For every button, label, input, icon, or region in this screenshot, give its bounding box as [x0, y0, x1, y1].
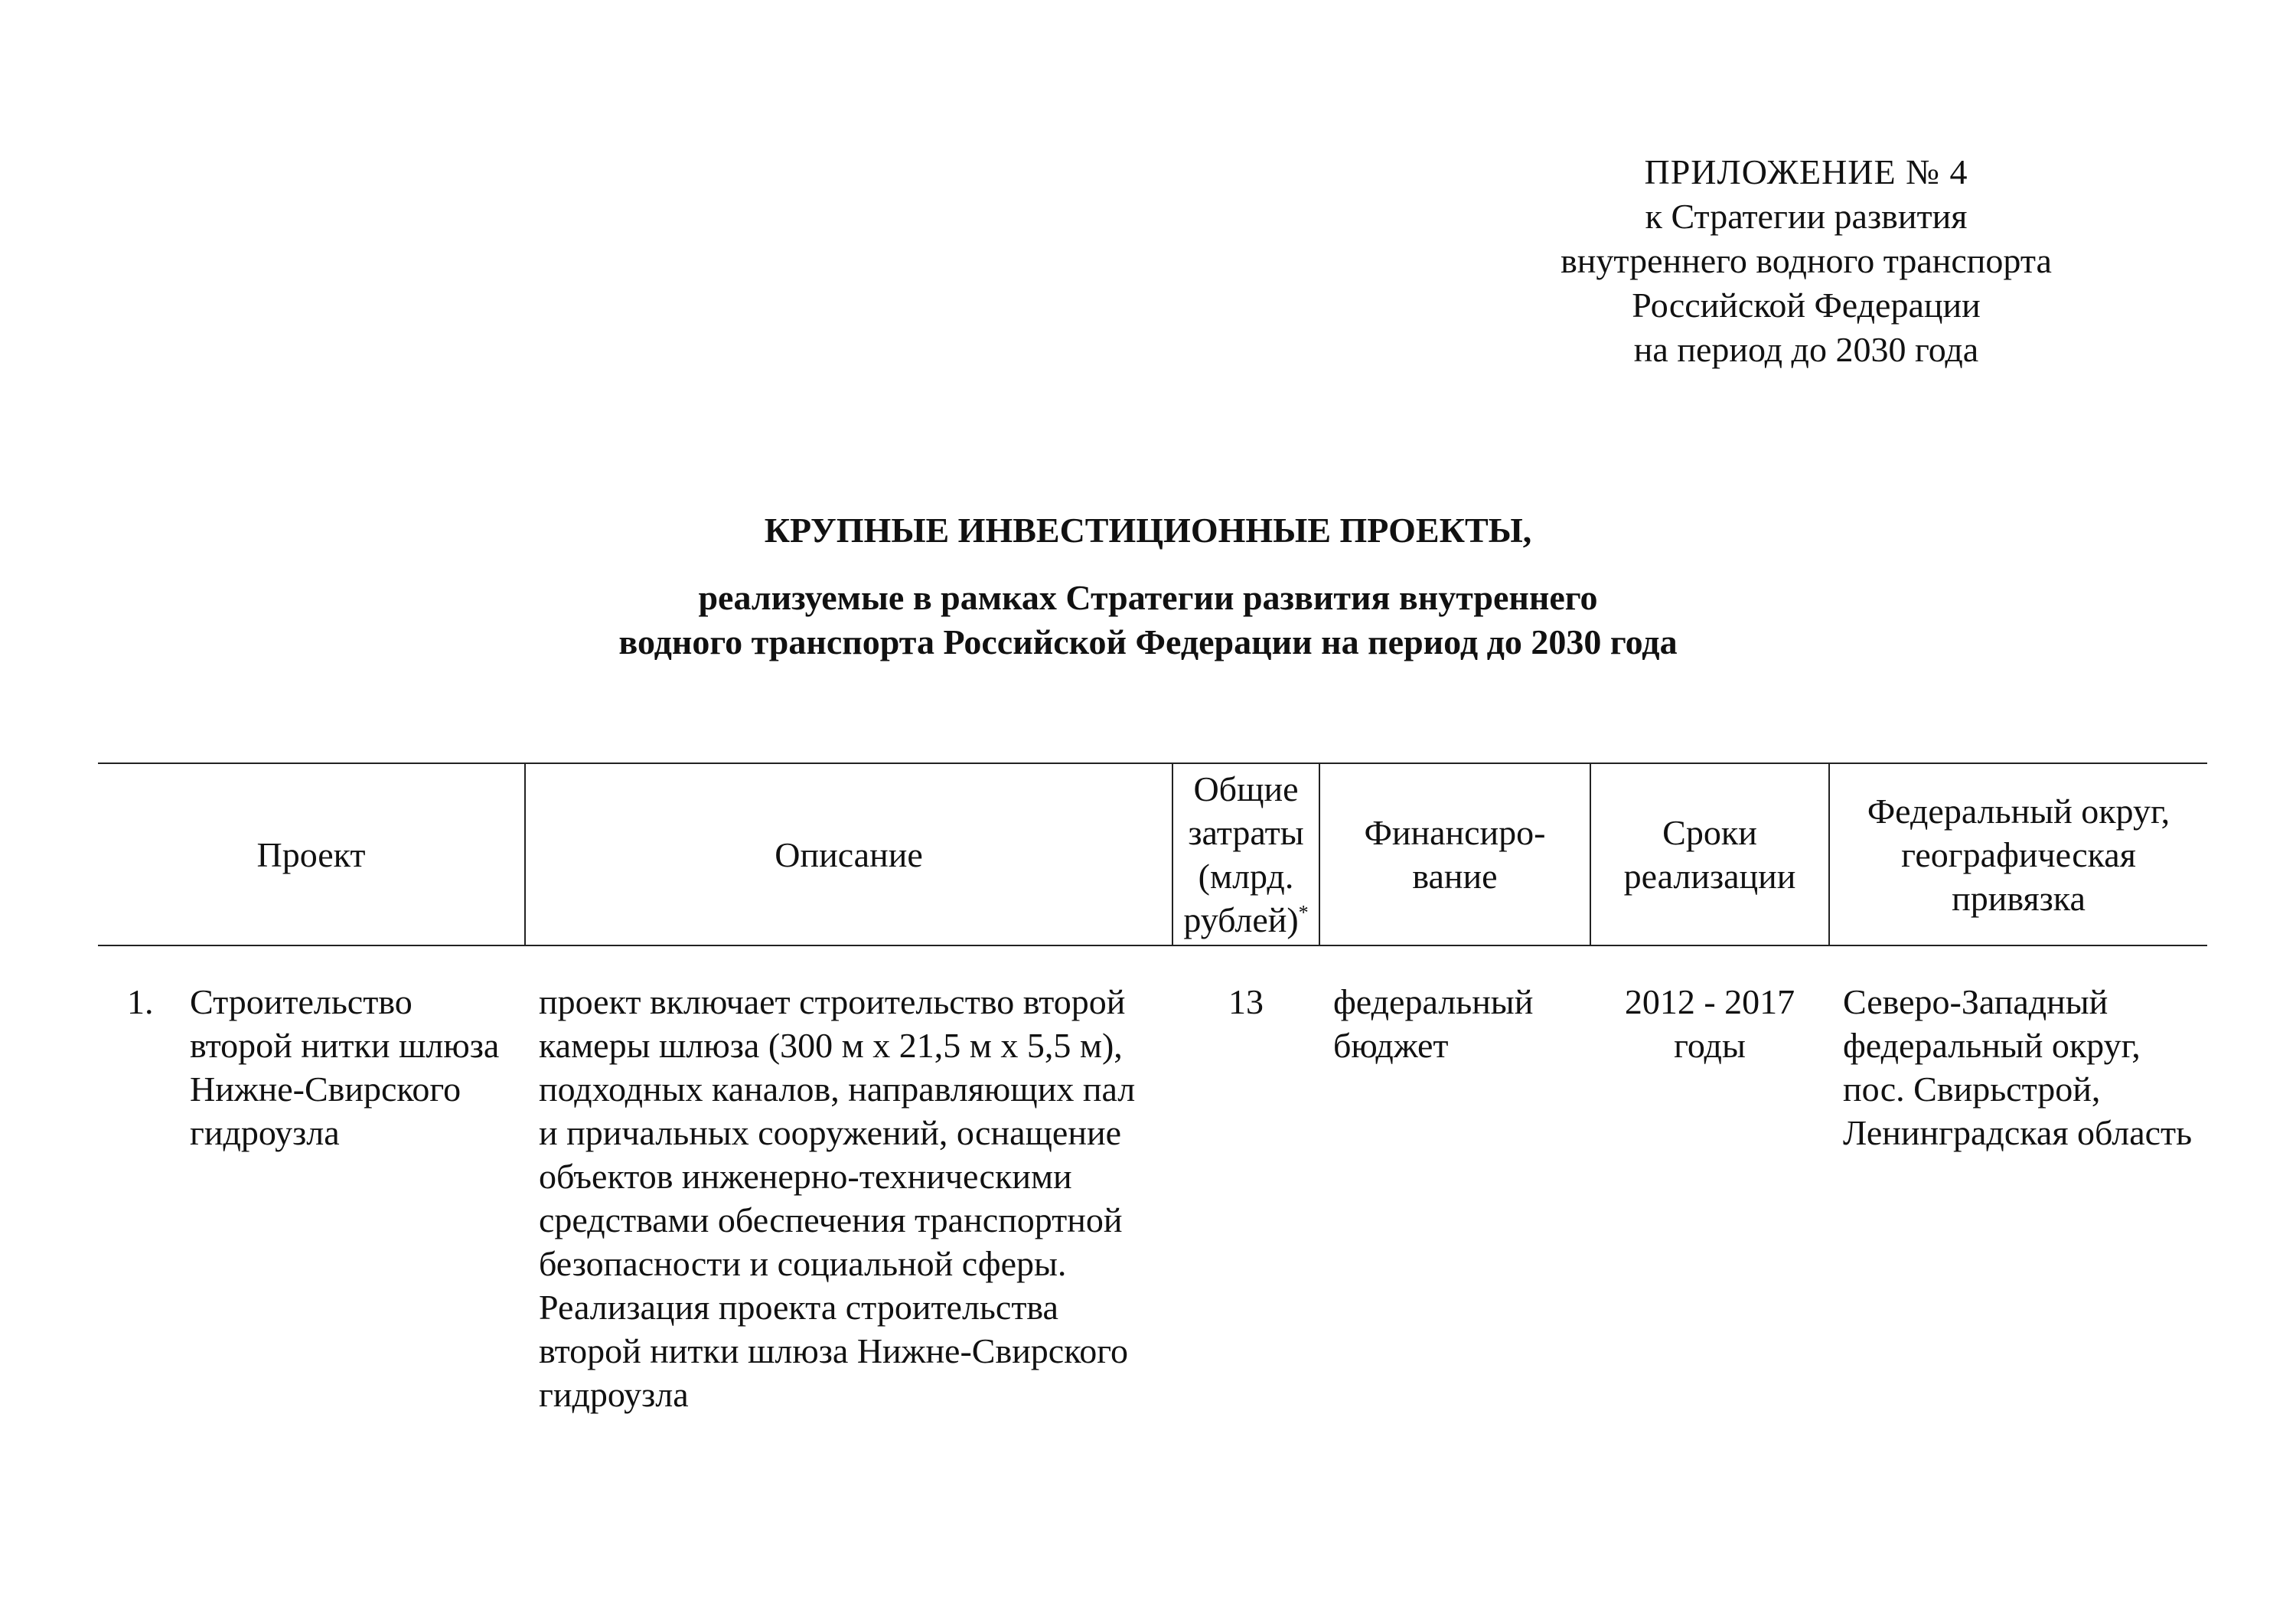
- project-name: Строительство второй нитки шлюза Нижне-Свирского гидроузла: [190, 982, 500, 1152]
- row-number: 1.: [127, 982, 154, 1021]
- subtitle-line: реализуемые в рамках Стратегии развития внутреннего: [698, 578, 1598, 617]
- appendix-line: к Стратегии развития: [1645, 197, 1968, 236]
- header-financing: Финансиро-вание: [1319, 763, 1590, 945]
- header-cost: [1172, 763, 1319, 945]
- table-header-row: [98, 763, 2207, 945]
- cell-description: проект включает строительство второй камеры шлюза (300 м х 21,5 м х 5,5 м), подходных каналов, направляющих пал и причальных сооружений, оснащение объектов инженерно-техническими средствами обеспечения транспортной безопасности и социальной сферы. Реализация проекта строительства второй нитки шлюза Нижне-Свирского гидроузла: [539, 982, 1136, 1414]
- appendix-line: Российской Федерации: [1632, 286, 1981, 325]
- cell-region: Северо-Западный федеральный округ, пос. Свирьстрой, Ленинградская область: [1843, 982, 2193, 1152]
- footnote-mark: *: [1298, 901, 1309, 924]
- table-row: [98, 945, 2207, 1416]
- cell-cost: 13: [1228, 982, 1264, 1021]
- header-region: Федеральный округ, географическая привязка: [1829, 763, 2207, 945]
- appendix-title: ПРИЛОЖЕНИЕ № 4: [1644, 152, 1968, 191]
- cell-project: [98, 945, 525, 1416]
- header-description: Описание: [525, 763, 1172, 945]
- header-project: Проект: [98, 763, 525, 945]
- subtitle-line: водного транспорта Российской Федерации на период до 2030 года: [618, 622, 1678, 661]
- cell-financing: федеральный бюджет: [1333, 982, 1534, 1065]
- document-subtitle: [0, 576, 2296, 665]
- header-terms: Сроки реализации: [1590, 763, 1829, 945]
- cell-terms: 2012 - 2017 годы: [1624, 982, 1795, 1065]
- appendix-line: внутреннего водного транспорта: [1561, 241, 2052, 280]
- projects-table: [98, 763, 2207, 1416]
- appendix-block: [1500, 150, 2112, 372]
- header-cost-label: Общие затраты (млрд. рублей): [1183, 769, 1304, 939]
- document-title: КРУПНЫЕ ИНВЕСТИЦИОННЫЕ ПРОЕКТЫ,: [764, 511, 1532, 550]
- appendix-line: на период до 2030 года: [1633, 330, 1979, 369]
